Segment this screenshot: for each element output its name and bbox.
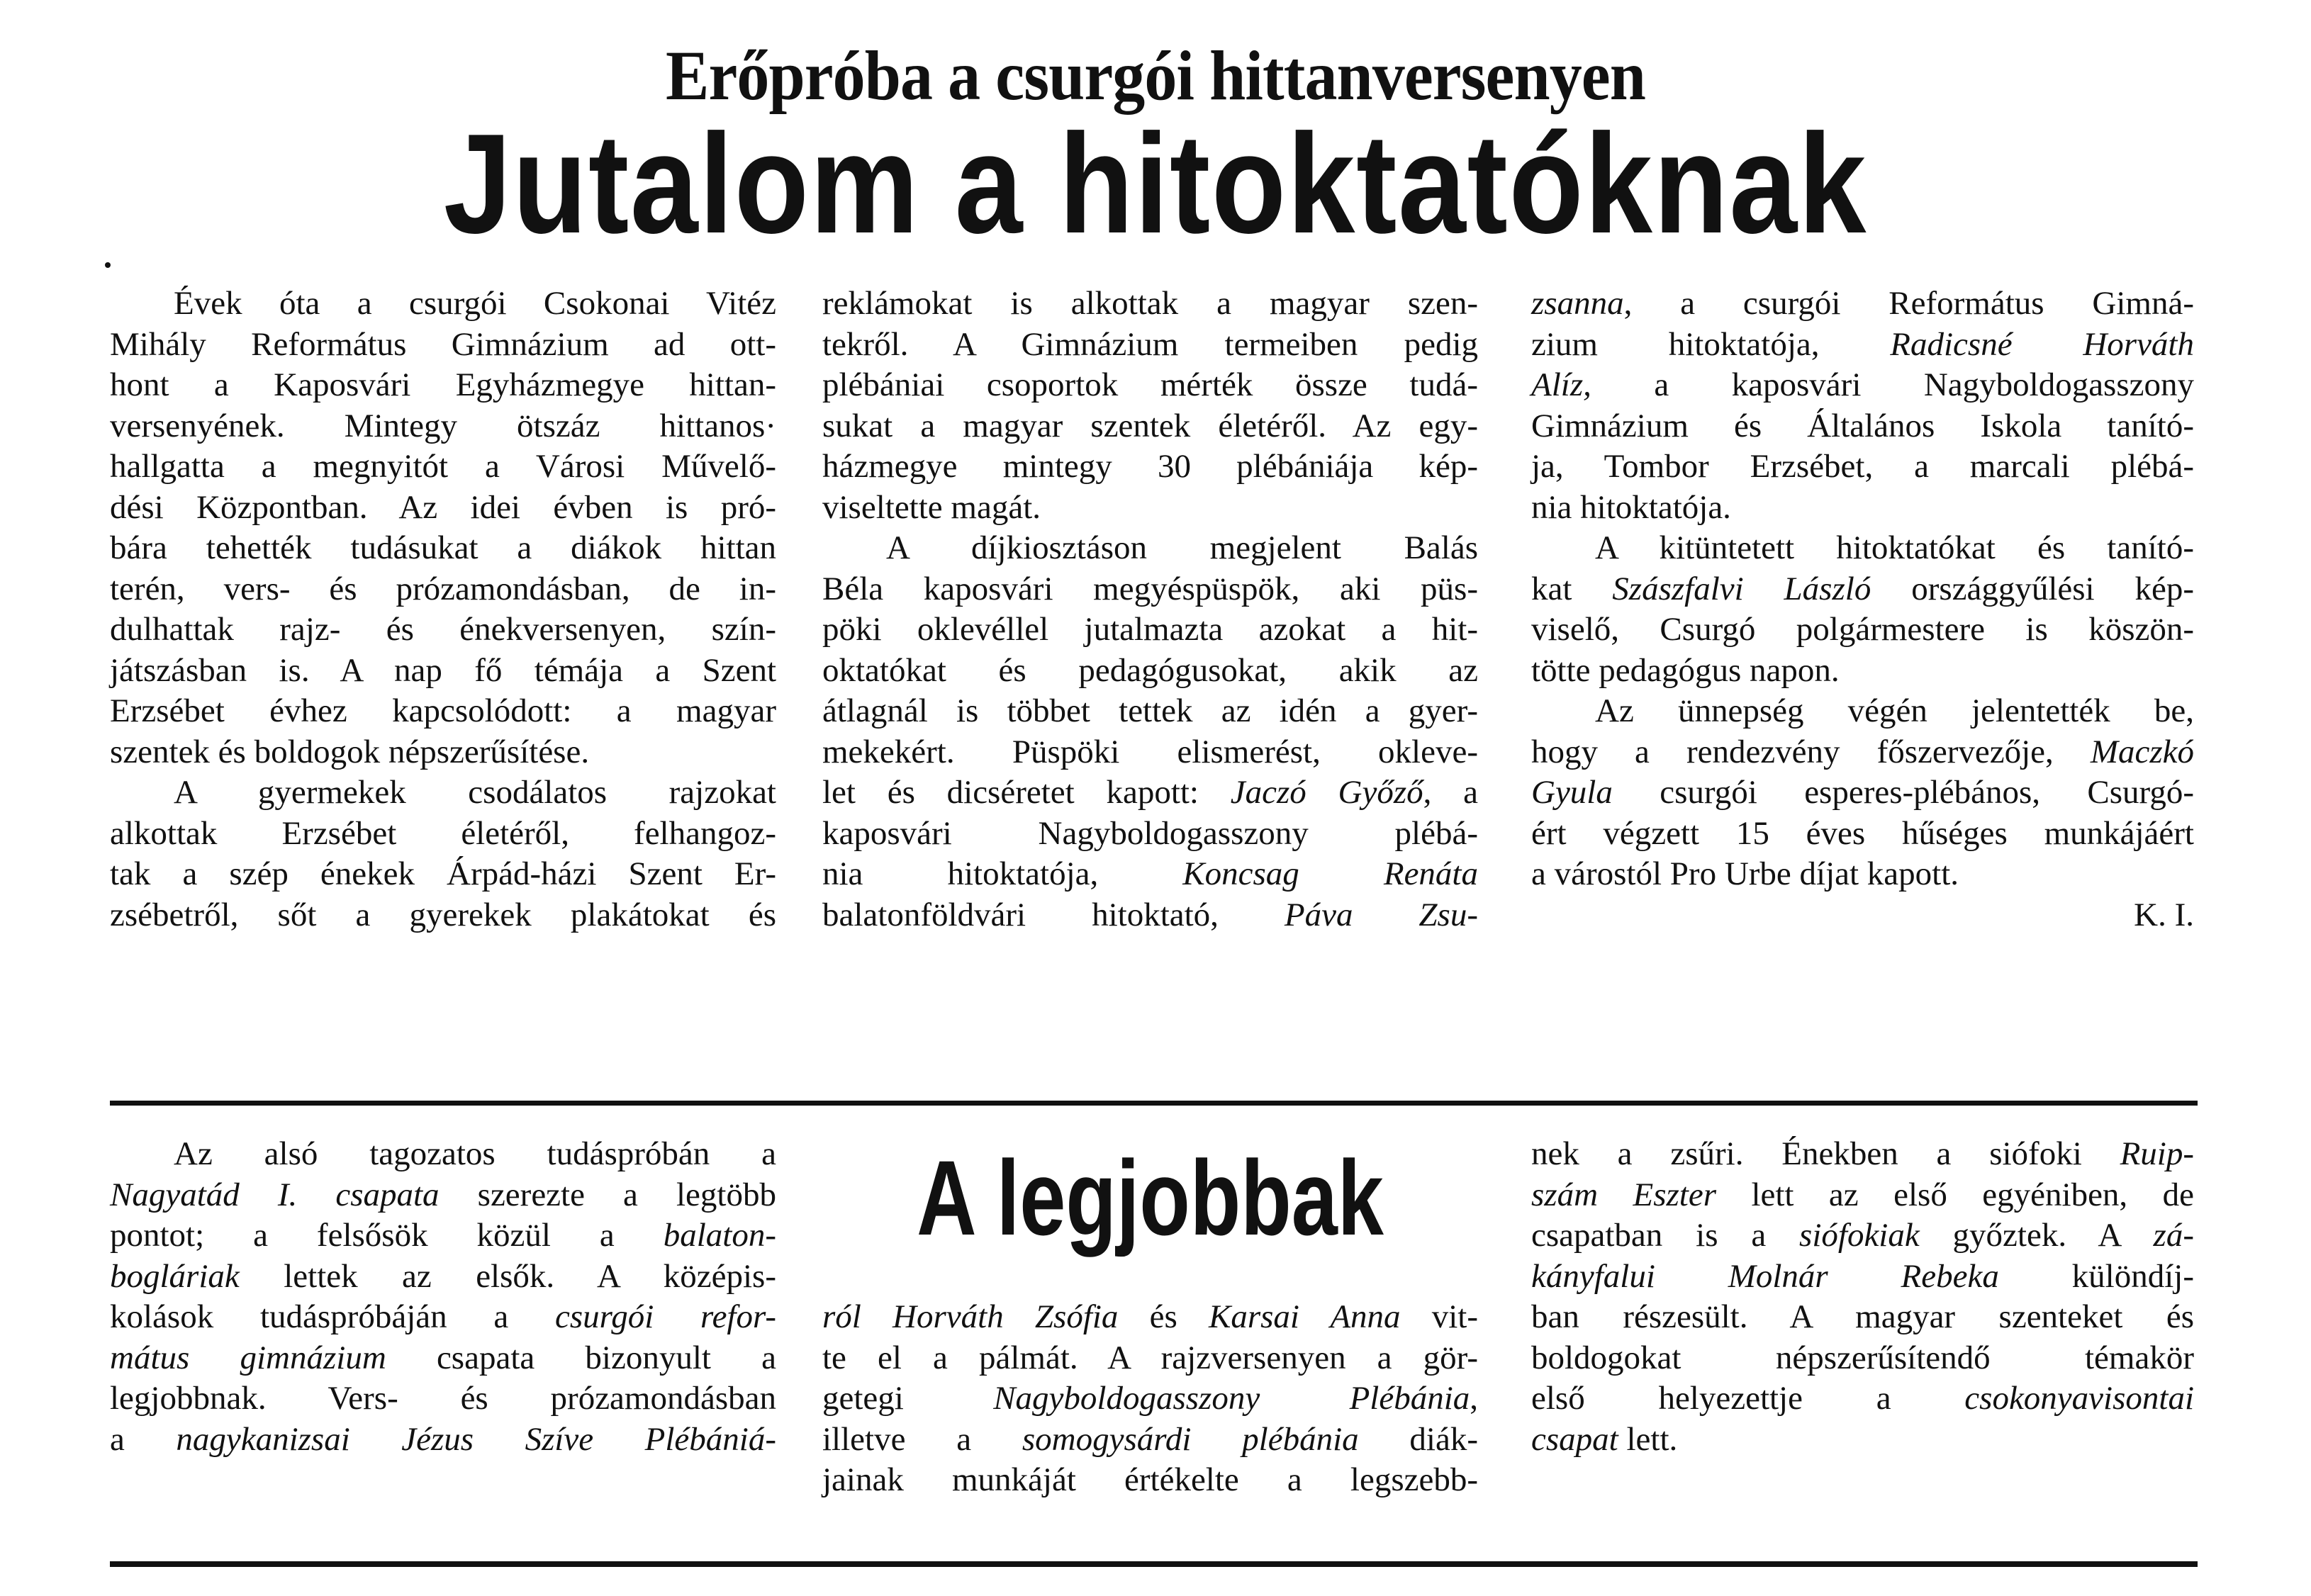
text-line	[110, 772, 776, 814]
text-line	[822, 854, 1478, 895]
text-run: Az alsó tagozatos tudáspróbán a	[174, 1135, 776, 1172]
italic-name: Nagyboldogasszony Plébánia	[993, 1380, 1470, 1417]
text-line	[1531, 1378, 2194, 1420]
sidebar-headline: A legjobbak	[917, 1138, 1384, 1257]
text-run: alkottak Erzsébet életéről, felhangoz-	[110, 814, 776, 852]
text-line	[110, 365, 776, 406]
text-line	[822, 814, 1478, 855]
text-line	[1531, 325, 2194, 366]
text-run: pöki oklevéllel jutalmazta azokat a hit-	[822, 611, 1478, 648]
text-line	[110, 528, 776, 569]
text-run: hallgatta a megnyitót a Városi Művelő-	[110, 448, 776, 485]
text-run: illetve a	[822, 1420, 1022, 1458]
text-run: országgyűlési kép-	[1871, 570, 2194, 607]
text-run: tekről. A Gimnázium termeiben pedig	[822, 325, 1478, 363]
text-run: szerezte a legtöbb	[439, 1176, 776, 1213]
text-line	[822, 651, 1478, 692]
italic-name: somogysárdi plébánia	[1022, 1420, 1359, 1458]
text-run: te el a pálmát. A rajzversenyen a gör-	[822, 1339, 1478, 1376]
text-line	[110, 446, 776, 488]
text-line	[110, 895, 776, 936]
text-run: ,	[1470, 1380, 1478, 1417]
text-run: Erzsébet évhez kapcsolódott: a magyar	[110, 692, 776, 729]
text-run: a várostól Pro Urbe díjat kapott.	[1531, 855, 1959, 892]
text-run: let és dicséretet kapott:	[822, 774, 1231, 811]
text-line	[1531, 1297, 2194, 1338]
italic-name: siófokiak	[1799, 1217, 1920, 1254]
italic-name: balaton-	[663, 1217, 776, 1254]
text-line	[110, 651, 776, 692]
text-line	[110, 488, 776, 529]
text-run: Az ünnepség végén jelentették be,	[1595, 692, 2194, 729]
text-run: vit-	[1400, 1298, 1478, 1335]
text-run: hogy a rendezvény főszervezője,	[1531, 733, 2091, 770]
italic-name: Koncsag Renáta	[1182, 855, 1478, 892]
text-run: tötte pedagógus napon.	[1531, 651, 1840, 689]
text-line	[1531, 1257, 2194, 1298]
italic-name: Karsai Anna	[1208, 1298, 1401, 1335]
text-line	[1531, 651, 2194, 692]
text-run: tak a szép énekek Árpád-házi Szent Er-	[110, 855, 776, 892]
text-line	[110, 814, 776, 855]
sidebar-column-2	[822, 1297, 1478, 1501]
article-headline: Jutalom a hitoktatóknak	[443, 105, 1868, 263]
article-column-3	[1531, 283, 2194, 935]
byline: K. I.	[2134, 896, 2194, 933]
text-run: kolások tudáspróbáján a	[110, 1298, 555, 1335]
text-run: nia hitoktatója,	[822, 855, 1183, 892]
text-run: ért végzett 15 éves hűséges munkájáért	[1531, 814, 2194, 852]
text-run: mekekért. Püspöki elismerést, okleve-	[822, 733, 1478, 770]
italic-name: mátus gimnázium	[110, 1339, 386, 1376]
italic-name: Páva Zsu-	[1284, 896, 1479, 933]
text-run: A díjkiosztáson megjelent Balás	[886, 529, 1478, 566]
text-run: bára tehették tudásukat a diákok hittan	[110, 529, 776, 566]
article-column-1	[110, 283, 776, 935]
text-line	[822, 895, 1478, 936]
text-line	[1531, 732, 2194, 773]
text-run: sukat a magyar szentek életéről. Az egy-	[822, 407, 1478, 444]
text-line	[822, 1420, 1478, 1461]
text-line	[822, 283, 1478, 325]
article-kicker: Erőpróba a csurgói hittanversenyen	[666, 36, 1645, 115]
text-line	[110, 691, 776, 732]
text-run: csapatban is a	[1531, 1217, 1800, 1254]
text-run: győztek. A	[1919, 1217, 2154, 1254]
italic-name: ról Horváth Zsófia	[822, 1298, 1119, 1335]
text-line	[822, 406, 1478, 447]
text-line	[110, 1420, 776, 1461]
article-column-2	[822, 283, 1478, 935]
text-line	[822, 609, 1478, 651]
italic-name: csapat	[1531, 1420, 1618, 1458]
text-run: csurgói esperes-plébános, Csurgó-	[1612, 774, 2194, 811]
section-divider-rule	[110, 1101, 2198, 1106]
text-run: dulhattak rajz- és énekversenyen, szín-	[110, 611, 776, 648]
text-run: és	[1118, 1298, 1209, 1335]
text-run: A kitüntetett hitoktatókat és tanító-	[1595, 529, 2194, 566]
text-run: dési Központban. Az idei évben is pró-	[110, 488, 776, 526]
text-run: különdíj-	[1998, 1257, 2194, 1295]
text-line	[822, 528, 1478, 569]
italic-name: kányfalui Molnár Rebeka	[1531, 1257, 1999, 1295]
text-run: ja, Tombor Erzsébet, a marcali plébá-	[1531, 448, 2194, 485]
text-line	[822, 365, 1478, 406]
text-run: ban részesült. A magyar szenteket és	[1531, 1298, 2194, 1335]
text-line	[110, 609, 776, 651]
text-line	[1531, 283, 2194, 325]
text-run: getegi	[822, 1380, 994, 1417]
text-run: pontot; a felsősök közül a	[110, 1217, 664, 1254]
text-run: boldogokat népszerűsítendő témakör	[1531, 1339, 2194, 1376]
text-line	[110, 1215, 776, 1257]
text-run: szentek és boldogok népszerűsítése.	[110, 733, 590, 770]
italic-name: bogláriak	[110, 1257, 240, 1295]
text-line	[822, 1297, 1478, 1338]
text-line	[1531, 1420, 2194, 1461]
text-run: terén, vers- és prózamondásban, de in-	[110, 570, 776, 607]
text-run: házmegye mintegy 30 plébániája kép-	[822, 448, 1478, 485]
text-line	[110, 406, 776, 447]
text-line	[1531, 406, 2194, 447]
sidebar-column-1	[110, 1134, 776, 1460]
text-line	[110, 1257, 776, 1298]
italic-name: zsanna	[1531, 285, 1624, 322]
text-run: zium hitoktatója,	[1531, 325, 1891, 363]
text-run: zsébetről, sőt a gyerekek plakátokat és	[110, 896, 776, 933]
text-run: csapata bizonyult a	[386, 1339, 776, 1376]
text-line	[110, 1378, 776, 1420]
text-line	[822, 732, 1478, 773]
text-line	[822, 488, 1478, 529]
text-line	[822, 569, 1478, 610]
text-run: a	[110, 1420, 177, 1458]
text-line	[1531, 772, 2194, 814]
text-line	[822, 1460, 1478, 1501]
text-line	[110, 1297, 776, 1338]
text-line	[110, 325, 776, 366]
text-line	[1531, 691, 2194, 732]
text-line	[822, 1378, 1478, 1420]
text-line	[1531, 488, 2194, 529]
text-line	[1531, 528, 2194, 569]
text-line	[1531, 365, 2194, 406]
text-run: Évek óta a csurgói Csokonai Vitéz	[174, 285, 776, 322]
text-line	[822, 1338, 1478, 1379]
text-line	[1531, 569, 2194, 610]
text-run: kat	[1531, 570, 1613, 607]
text-run: A gyermekek csodálatos rajzokat	[174, 774, 776, 811]
text-line	[110, 1134, 776, 1175]
text-run: játszásban is. A nap fő témája a Szent	[110, 651, 776, 689]
text-line	[110, 569, 776, 610]
italic-name: nagykanizsai Jézus Szíve Plébániá-	[176, 1420, 776, 1458]
text-run: , a	[1423, 774, 1478, 811]
text-line	[1531, 609, 2194, 651]
text-run: viseltette magát.	[822, 488, 1041, 526]
text-run: nia hitoktatója.	[1531, 488, 1731, 526]
italic-name: zá-	[2153, 1217, 2194, 1254]
text-line	[110, 1175, 776, 1216]
text-run: lettek az elsők. A középis-	[239, 1257, 776, 1295]
text-run: Béla kaposvári megyéspüspök, aki püs-	[822, 570, 1478, 607]
sidebar-column-3	[1531, 1134, 2194, 1460]
text-run: lett az első egyéniben, de	[1716, 1176, 2194, 1213]
text-run: első helyezettje a	[1531, 1380, 1965, 1417]
text-run: Mihály Református Gimnázium ad ott-	[110, 325, 776, 363]
italic-name: Jaczó Győző	[1230, 774, 1423, 811]
text-run: legjobbnak. Vers- és prózamondásban	[110, 1380, 776, 1417]
text-run: lett.	[1618, 1420, 1678, 1458]
text-run: átlagnál is többet tettek az idén a gyer-	[822, 692, 1478, 729]
text-line	[822, 772, 1478, 814]
text-run: diák-	[1358, 1420, 1478, 1458]
italic-name: Nagyatád I. csapata	[110, 1176, 440, 1213]
italic-name: Ruip-	[2120, 1135, 2194, 1172]
text-line	[1531, 1134, 2194, 1175]
italic-name: csokonyavisontai	[1964, 1380, 2194, 1417]
text-run: oktatókat és pedagógusokat, akik az	[822, 651, 1478, 689]
text-line	[110, 854, 776, 895]
text-run: plébániai csoportok mérték össze tudá-	[822, 366, 1478, 403]
text-line	[110, 283, 776, 325]
text-run: hont a Kaposvári Egyházmegye hittan-	[110, 366, 776, 403]
text-run: kaposvári Nagyboldogasszony plébá-	[822, 814, 1478, 852]
text-run: balatonföldvári hitoktató,	[822, 896, 1285, 933]
margin-dot	[105, 262, 111, 268]
bottom-rule	[110, 1561, 2198, 1567]
text-run: a kaposvári Nagyboldogasszony	[1591, 366, 2194, 403]
italic-name: Gyula	[1531, 774, 1613, 811]
text-line	[110, 732, 776, 773]
italic-name: Szászfalvi László	[1612, 570, 1871, 607]
text-line	[1531, 814, 2194, 855]
text-line	[822, 446, 1478, 488]
text-run: versenyének. Mintegy ötszáz hittanos·	[110, 407, 776, 444]
text-line	[1531, 854, 2194, 895]
italic-name: Radicsné Horváth	[1890, 325, 2194, 363]
italic-name: csurgói refor-	[555, 1298, 776, 1335]
text-run: nek a zsűri. Énekben a siófoki	[1531, 1135, 2120, 1172]
text-run: Gimnázium és Általános Iskola tanító-	[1531, 407, 2194, 444]
italic-name: szám Eszter	[1531, 1176, 1716, 1213]
italic-name: Alíz,	[1531, 366, 1591, 403]
text-line	[822, 325, 1478, 366]
text-line	[1531, 1338, 2194, 1379]
text-line	[822, 691, 1478, 732]
text-run: viselő, Csurgó polgármestere is köszön-	[1531, 611, 2194, 648]
text-run: , a csurgói Református Gimná-	[1623, 285, 2194, 322]
text-line	[1531, 446, 2194, 488]
italic-name: Maczkó	[2090, 733, 2194, 770]
text-run: reklámokat is alkottak a magyar szen-	[822, 285, 1478, 322]
text-line	[110, 1338, 776, 1379]
text-line	[1531, 1215, 2194, 1257]
text-line	[1531, 1175, 2194, 1216]
text-run: jainak munkáját értékelte a legszebb-	[822, 1461, 1478, 1498]
